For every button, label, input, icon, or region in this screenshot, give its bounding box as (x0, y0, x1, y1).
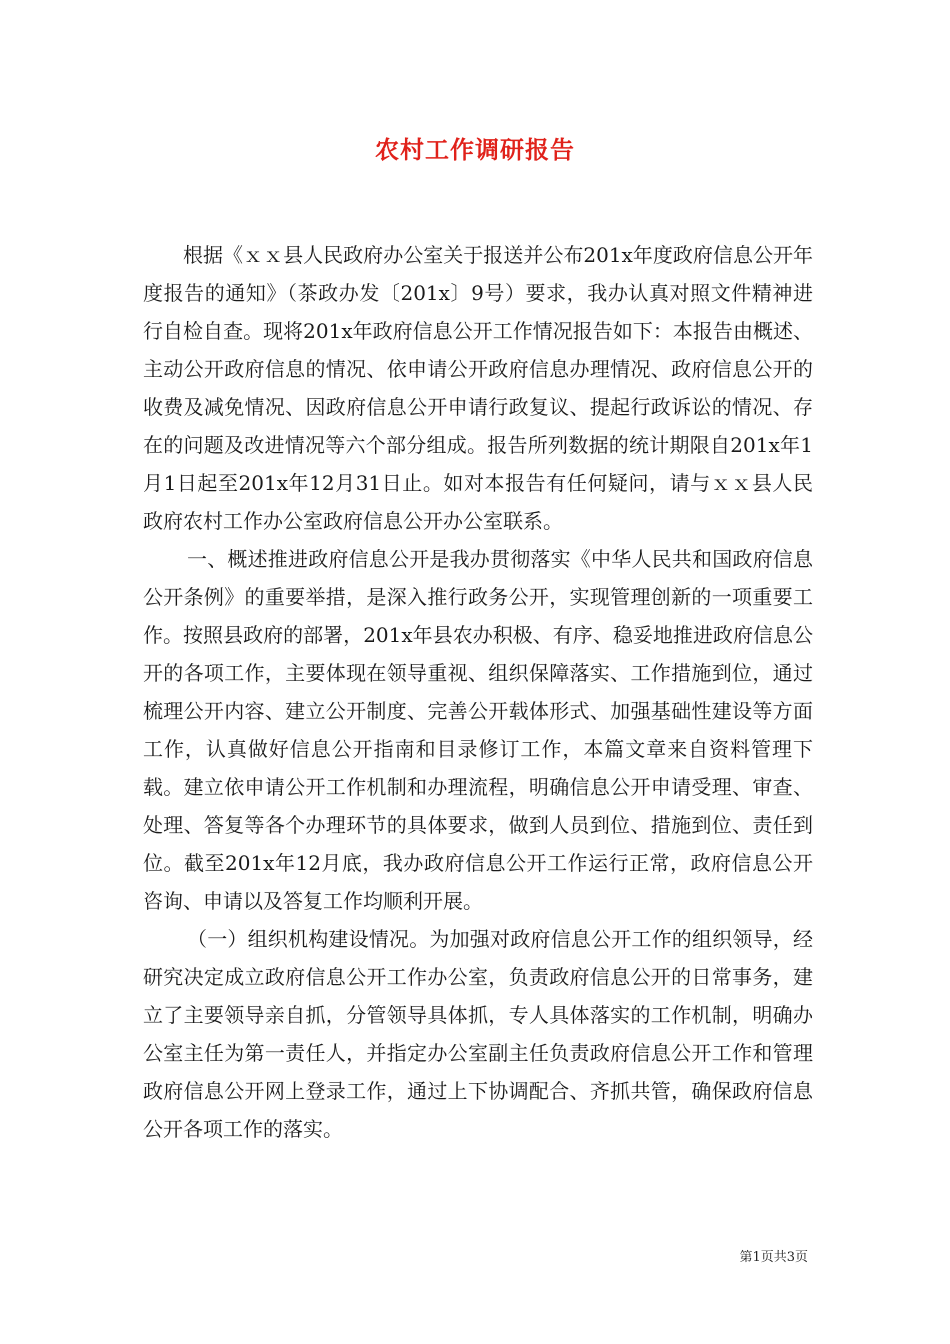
document-body (143, 236, 813, 1148)
paragraph-organization: （一）组织机构建设情况。为加强对政府信息公开工作的组织领导，经研究决定成立政府信息公开工作办公室，负责政府信息公开的日常事务，建立了主要领导亲自抓，分管领导具体抓，专人具体落实的工作机制，明确办公室主任为第一责任人，并指定办公室副主任负责政府信息公开工作和管理政府信息公开网上登录工作，通过上下协调配合、齐抓共管，确保政府信息公开各项工作的落实。 (143, 927, 813, 1141)
page-number: 第1页共3页 (739, 1250, 808, 1265)
paragraph-intro: 根据《ｘｘ县人民政府办公室关于报送并公布201x年度政府信息公开年度报告的通知》（茶政办发〔201x〕9号）要求，我办认真对照文件精神进行自检自查。现将201x年政府信息公开工作情况报告如下：本报告由概述、主动公开政府信息的情况、依申请公开政府信息办理情况、政府信息公开的收费及减免情况、因政府信息公开申请行政复议、提起行政诉讼的情况、存在的问题及改进情况等六个部分组成。报告所列数据的统计期限自201x年1月1日起至201x年12月31日止。如对本报告有任何疑问，请与ｘｘ县人民政府农村工作办公室政府信息公开办公室联系。 (143, 243, 813, 533)
paragraph-overview: 一、概述推进政府信息公开是我办贯彻落实《中华人民共和国政府信息公开条例》的重要举措，是深入推行政务公开，实现管理创新的一项重要工作。按照县政府的部署，201x年县农办积极、有序、稳妥地推进政府信息公开的各项工作，主要体现在领导重视、组织保障落实、工作措施到位，通过梳理公开内容、建立公开制度、完善公开载体形式、加强基础性建设等方面工作，认真做好信息公开指南和目录修订工作，本篇文章来自资料管理下载。建立依申请公开工作机制和办理流程，明确信息公开申请受理、审查、处理、答复等各个办理环节的具体要求，做到人员到位、措施到位、责任到位。截至201x年12月底，我办政府信息公开工作运行正常，政府信息公开咨询、申请以及答复工作均顺利开展。 (143, 547, 813, 913)
document-title: 农村工作调研报告 (375, 135, 575, 164)
